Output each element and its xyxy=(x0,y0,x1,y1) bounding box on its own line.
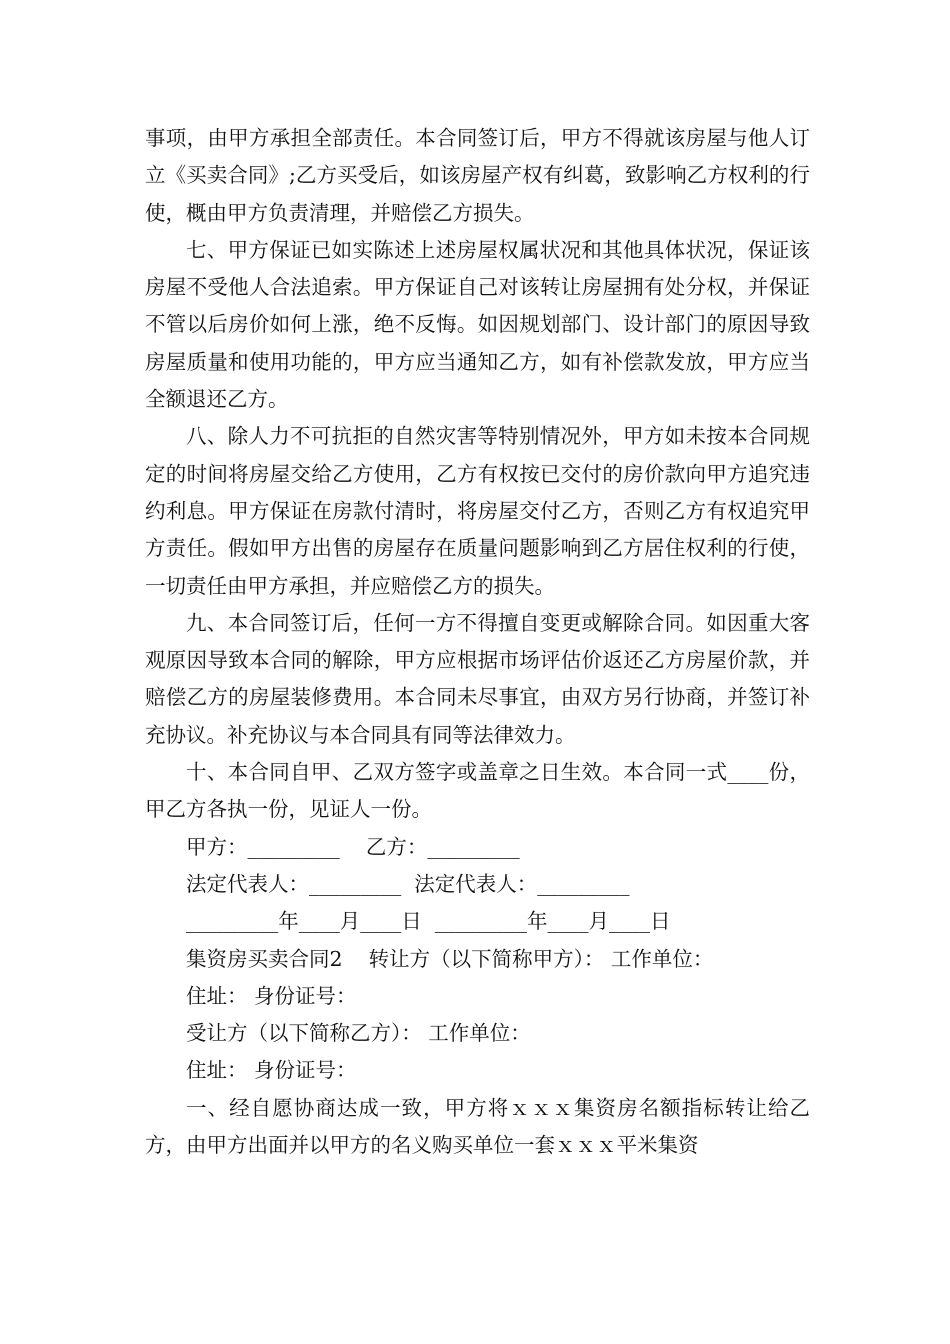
contract-2-heading-line: 集资房买卖合同2 转让方（以下简称甲方）： 工作单位： xyxy=(186,946,714,971)
party-a-address-line: 住址： 身份证号： xyxy=(186,983,357,1008)
signature-legal-rep-line: 法定代表人：_________ 法定代表人：_________ xyxy=(186,871,630,896)
party-b-address-line: 住址： 身份证号： xyxy=(186,1058,357,1083)
paragraph-clause-7: 七、甲方保证已如实陈述上述房屋权属状况和其他具体状况，保证该房屋不受他人合法追索。甲方保证自己对该转让房屋拥有处分权，并保证不管以后房价如何上涨，绝不反悔。如因规划部门、设计部门的原因导致房屋质量和使用功能的，甲方应当通知乙方，如有补偿款发放，甲方应当全额退还乙方。 xyxy=(145,237,810,412)
paragraph-clause-10: 十、本合同自甲、乙双方签字或盖章之日生效。本合同一式____份，甲乙方各执一份，见证人一份。 xyxy=(145,760,810,822)
paragraph-continuation: 事项，由甲方承担全部责任。本合同签订后，甲方不得就该房屋与他人订立《买卖合同》;乙方买受后，如该房屋产权有纠葛，致影响乙方权利的行使，概由甲方负责清理，并赔偿乙方损失。 xyxy=(145,126,810,225)
signature-date-line: _________年____月____日 _________年____月____日 xyxy=(186,909,671,934)
party-b-heading-line: 受让方（以下简称乙方）： 工作单位： xyxy=(186,1021,531,1046)
paragraph-clause-8: 八、除人力不可抗拒的自然灾害等特别情况外，甲方如未按本合同规定的时间将房屋交给乙方使用，乙方有权按已交付的房价款向甲方追究违约利息。甲方保证在房款付清时，将房屋交付乙方，否则乙方有权追究甲方责任。假如甲方出售的房屋存在质量问题影响到乙方居住权利的行使，一切责任由甲方承担，并应赔偿乙方的损失。 xyxy=(145,424,810,598)
paragraph-clause-9: 九、本合同签订后，任何一方不得擅自变更或解除合同。如因重大客观原因导致本合同的解除，甲方应根据市场评估价返还乙方房屋价款，并赔偿乙方的房屋装修费用。本合同未尽事宜，由双方另行协商，并签订补充协议。补充协议与本合同具有同等法律效力。 xyxy=(145,610,810,747)
signature-parties-line: 甲方：_________ 乙方：_________ xyxy=(186,834,520,859)
paragraph-contract-2-clause-1: 一、经自愿协商达成一致，甲方将ｘｘｘ集资房名额指标转让给乙方，由甲方出面并以甲方的名义购买单位一套ｘｘｘ平米集资 xyxy=(145,1095,810,1158)
document-body xyxy=(145,120,810,1164)
